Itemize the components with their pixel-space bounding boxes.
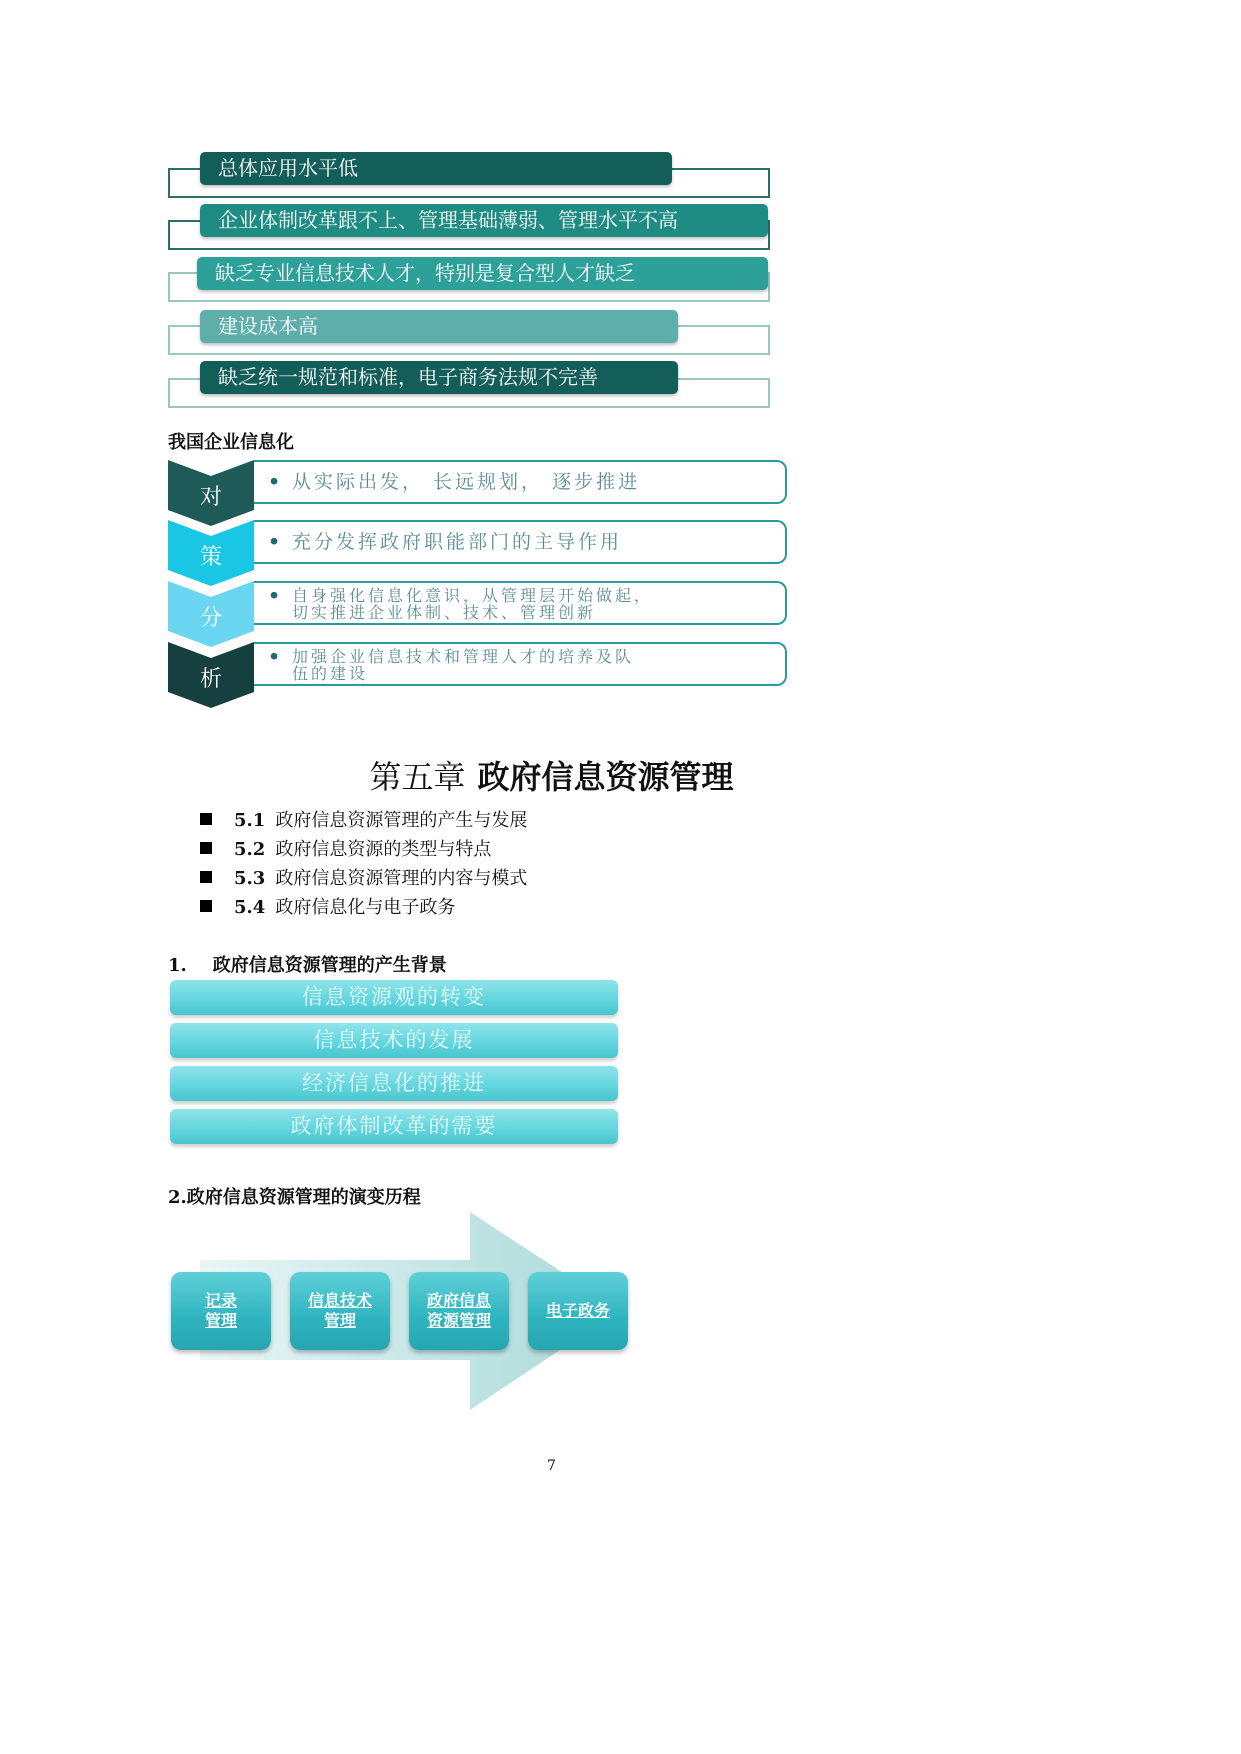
square-bullet-icon	[200, 842, 212, 854]
background-bar-2: 信息技术的发展	[170, 1023, 618, 1058]
strategy-box-3	[254, 581, 787, 625]
stage-it-management: 信息技术 管理	[290, 1272, 390, 1350]
chapter-title	[0, 752, 1103, 798]
chevron-label-2: 策	[199, 545, 222, 570]
strategy-box-2	[254, 520, 787, 564]
stage-record-management: 记录 管理	[171, 1272, 271, 1350]
square-bullet-icon	[200, 900, 212, 912]
background-bar-3: 经济信息化的推进	[170, 1066, 618, 1101]
background-bar-4: 政府体制改革的需要	[170, 1109, 618, 1144]
chapter-name: 政府信息资源管理	[477, 758, 734, 796]
heading-2: 2.政府信息资源管理的演变历程	[168, 1187, 421, 1208]
chevron-1	[168, 460, 254, 526]
strategy-box-1	[254, 460, 787, 504]
toc-item: 5.1 政府信息资源管理的产生与发展	[200, 806, 527, 832]
square-bullet-icon	[200, 871, 212, 883]
toc-item: 5.4 政府信息化与电子政务	[200, 893, 455, 919]
section-label: 我国企业信息化	[168, 432, 294, 453]
page-number: 7	[547, 1458, 556, 1474]
heading-1: 1. 政府信息资源管理的产生背景	[168, 955, 447, 976]
strategy-text-4a: 加强企业信息技术和管理人才的培养及队	[292, 647, 635, 666]
chapter-number: 第五章	[369, 758, 466, 796]
issue-bar-3: 缺乏专业信息技术人才，特别是复合型人才缺乏	[197, 257, 768, 290]
stage-gov-info-resource-management: 政府信息 资源管理	[409, 1272, 509, 1350]
bullet-icon: •	[268, 585, 284, 607]
chevron-2	[168, 520, 254, 586]
chevron-3	[168, 581, 254, 647]
strategy-text-2: 充分发挥政府职能部门的主导作用	[292, 531, 623, 553]
strategy-text-3a: 自身强化信息化意识，从管理层开始做起，	[292, 586, 654, 605]
issue-bar-5: 缺乏统一规范和标准，电子商务法规不完善	[200, 361, 678, 394]
chevron-label-3: 分	[199, 606, 222, 631]
chevron-label-1: 对	[199, 485, 222, 510]
square-bullet-icon	[200, 813, 212, 825]
issue-bar-1: 总体应用水平低	[200, 152, 672, 185]
strategy-text-4b: 伍的建设	[292, 664, 369, 683]
chevron-4	[168, 642, 254, 708]
bullet-icon: •	[268, 471, 284, 493]
toc-item: 5.2 政府信息资源的类型与特点	[200, 835, 491, 861]
stage-e-government: 电子政务	[528, 1272, 628, 1350]
strategy-text-3b: 切实推进企业体制、技术、管理创新	[292, 603, 597, 622]
toc-item: 5.3 政府信息资源管理的内容与模式	[200, 864, 527, 890]
issue-bar-4: 建设成本高	[200, 310, 678, 343]
strategy-text-1: 从实际出发， 长远规划， 逐步推进	[292, 471, 641, 493]
strategy-box-4	[254, 642, 787, 686]
bullet-icon: •	[268, 646, 284, 668]
issue-bar-2: 企业体制改革跟不上、管理基础薄弱、管理水平不高	[200, 204, 768, 237]
background-bar-1: 信息资源观的转变	[170, 980, 618, 1015]
chevron-label-4: 析	[199, 667, 222, 692]
bullet-icon: •	[268, 531, 284, 553]
